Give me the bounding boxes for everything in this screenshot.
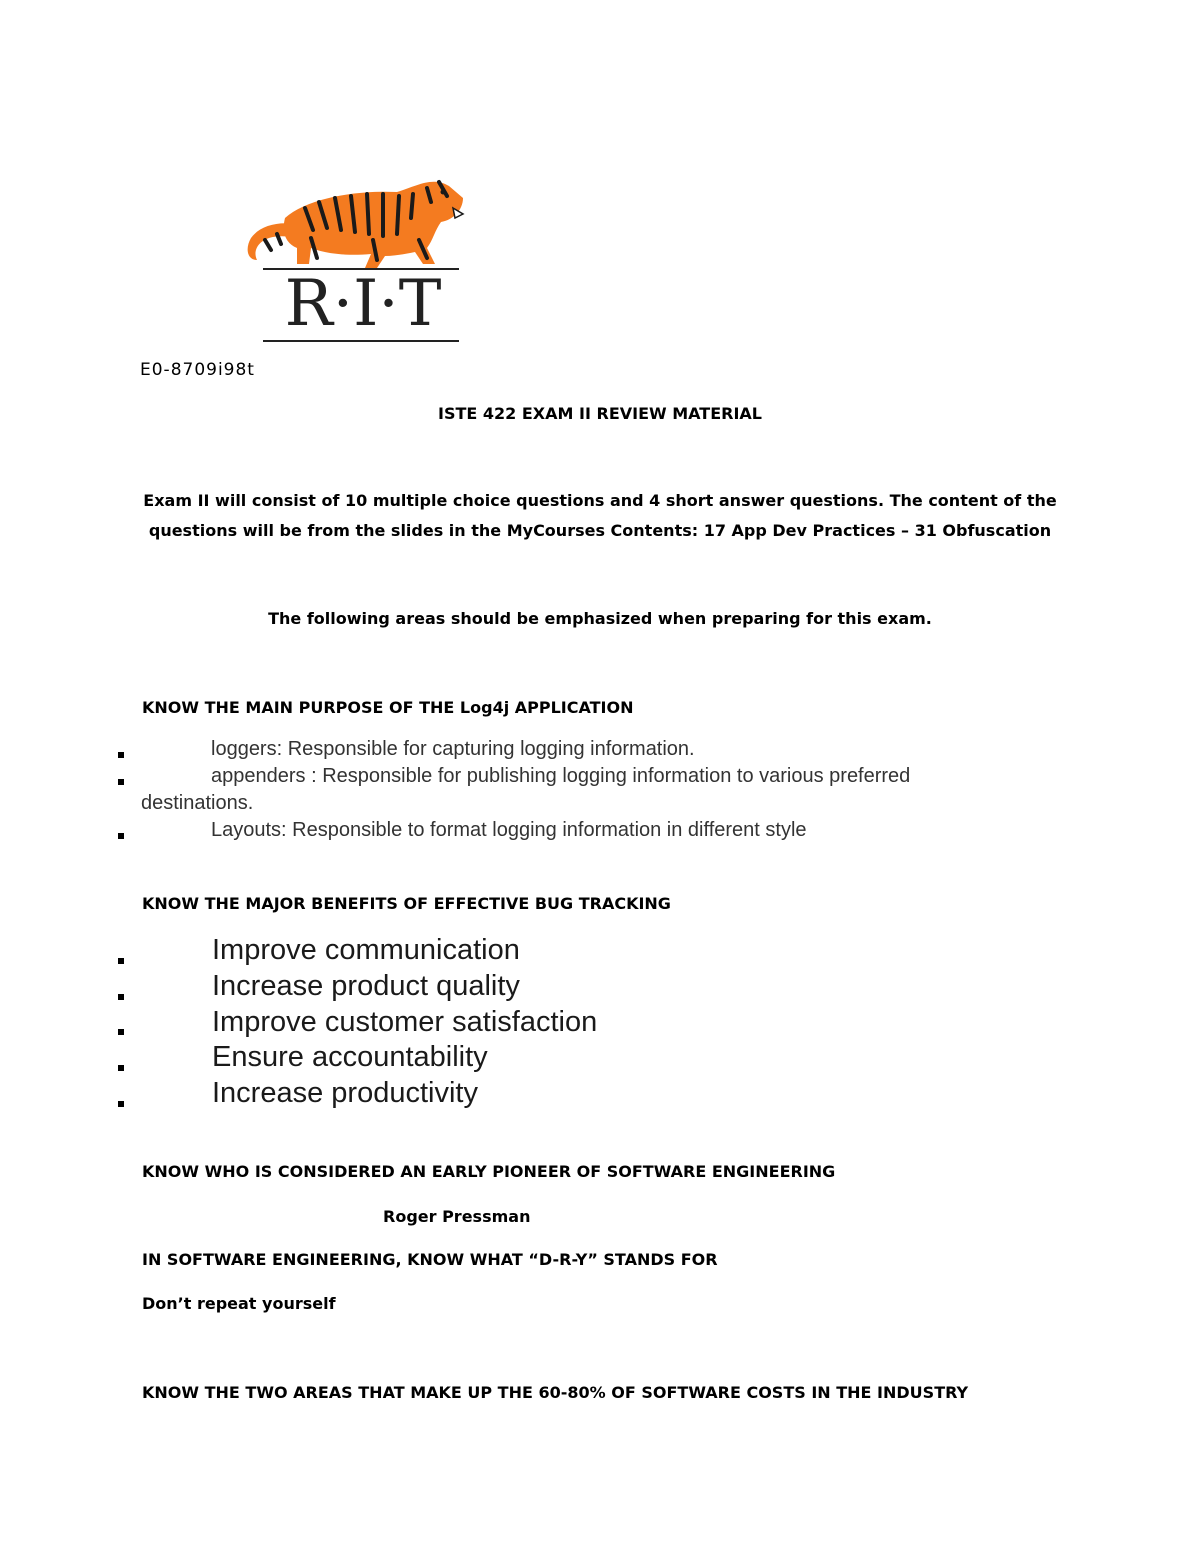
list-item: Increase productivity	[212, 1077, 478, 1109]
section-heading-pioneer: KNOW WHO IS CONSIDERED AN EARLY PIONEER OF SOFTWARE ENGINEERING	[142, 1162, 836, 1181]
list-item-continuation: destinations.	[141, 792, 254, 814]
emphasis-note: The following areas should be emphasized when preparing for this exam.	[268, 609, 932, 628]
bullet-icon	[118, 958, 124, 964]
answer-dry: Don’t repeat yourself	[142, 1294, 336, 1313]
bullet-icon	[118, 779, 124, 785]
document-code: E0-8709i98t	[140, 360, 255, 380]
bullet-icon	[118, 833, 124, 839]
list-item: loggers: Responsible for capturing logging information.	[211, 738, 695, 760]
answer-pioneer: Roger Pressman	[383, 1207, 531, 1226]
bullet-icon	[118, 994, 124, 1000]
list-item: Ensure accountability	[212, 1041, 488, 1073]
section-heading-bug-tracking: KNOW THE MAJOR BENEFITS OF EFFECTIVE BUG TRACKING	[142, 894, 671, 913]
rit-logo-text: R·I·T	[284, 267, 442, 341]
section-heading-costs: KNOW THE TWO AREAS THAT MAKE UP THE 60-80% OF SOFTWARE COSTS IN THE INDUSTRY	[142, 1383, 969, 1402]
list-item: Improve communication	[212, 934, 520, 966]
list-item: Improve customer satisfaction	[212, 1006, 598, 1038]
section-heading-log4j: KNOW THE MAIN PURPOSE OF THE Log4j APPLICATION	[142, 698, 634, 717]
bullet-icon	[118, 1101, 124, 1107]
section-heading-dry: IN SOFTWARE ENGINEERING, KNOW WHAT “D-R-Y” STANDS FOR	[142, 1250, 718, 1269]
intro-line-2: questions will be from the slides in the MyCourses Contents: 17 App Dev Practices – 31 Obfuscation	[148, 521, 1052, 540]
intro-line-1: Exam II will consist of 10 multiple choice questions and 4 short answer questions. The content of the	[143, 491, 1057, 510]
bullet-icon	[118, 1065, 124, 1071]
bullet-icon	[118, 752, 124, 758]
list-item: Increase product quality	[212, 970, 520, 1002]
bullet-icon	[118, 1029, 124, 1035]
list-item: Layouts: Responsible to format logging information in different style	[211, 819, 807, 841]
rit-logo	[243, 168, 465, 344]
page-title: ISTE 422 EXAM II REVIEW MATERIAL	[438, 404, 762, 423]
list-item: appenders : Responsible for publishing logging information to various preferred	[211, 765, 911, 787]
